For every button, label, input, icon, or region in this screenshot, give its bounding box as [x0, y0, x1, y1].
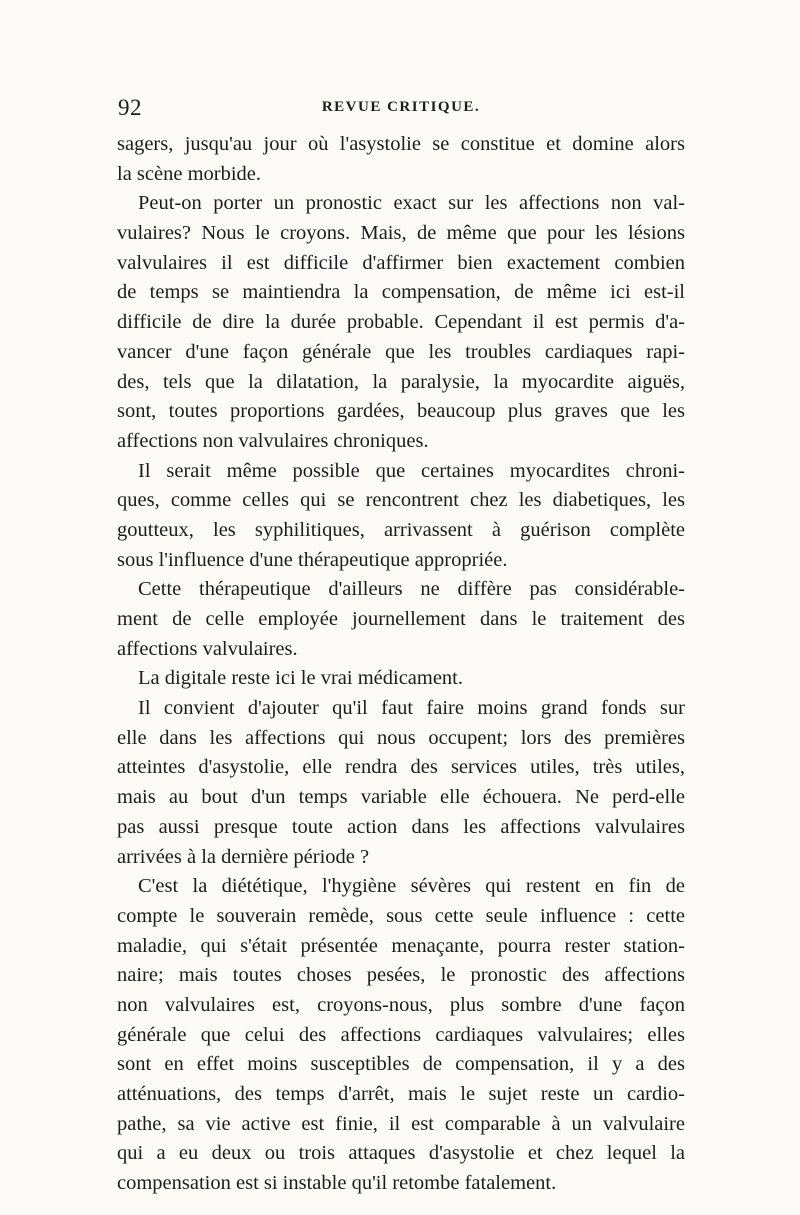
- text-line: maladie, qui s'était présentée menaçante, pourra rester station-: [117, 934, 685, 957]
- text-line: sont en effet moins susceptibles de compensation, il y a des: [117, 1053, 685, 1076]
- page-number: 92: [118, 95, 142, 120]
- text-line: pathe, sa vie active est finie, il est comparable à un valvulaire: [117, 1112, 685, 1135]
- text-line: pas aussi presque toute action dans les affections valvulaires: [117, 815, 685, 838]
- text-line: la scène morbide.: [117, 162, 262, 185]
- text-line: Il convient d'ajouter qu'il faut faire moins grand fonds sur: [138, 697, 685, 720]
- text-line: elle dans les affections qui nous occupent; lors des premières: [117, 726, 685, 749]
- text-line: affections non valvulaires chroniques.: [117, 429, 429, 452]
- text-line: des, tels que la dilatation, la paralysie, la myocardite aiguës,: [117, 370, 685, 393]
- text-line: valvulaires il est difficile d'affirmer bien exactement combien: [117, 251, 685, 274]
- text-line: naire; mais toutes choses pesées, le pronostic des affections: [117, 964, 685, 987]
- text-line: atténuations, des temps d'arrêt, mais le sujet reste un cardio-: [117, 1083, 685, 1105]
- text-line: ment de celle employée journellement dans le traitement des: [117, 608, 685, 630]
- text-line: compensation est si instable qu'il retombe fatalement.: [117, 1172, 557, 1195]
- text-line: générale que celui des affections cardiaques valvulaires; elles: [117, 1023, 685, 1046]
- text-line: Il serait même possible que certaines myocardites chroni-: [138, 459, 685, 482]
- text-line: qui a eu deux ou trois attaques d'asystolie et chez lequel la: [117, 1142, 685, 1165]
- text-line: difficile de dire la durée probable. Cependant il est permis d'a-: [117, 311, 685, 334]
- running-head: REVUE CRITIQUE.: [321, 99, 481, 115]
- text-line: atteintes d'asystolie, elle rendra des services utiles, très utiles,: [117, 756, 685, 779]
- text-line: goutteux, les syphilitiques, arrivassent à guérison complète: [117, 518, 685, 541]
- text-line: Peut-on porter un pronostic exact sur les affections non val-: [138, 192, 685, 215]
- text-line: compte le souverain remède, sous cette seule influence : cette: [117, 904, 685, 927]
- text-line: sont, toutes proportions gardées, beaucoup plus graves que les: [117, 400, 685, 423]
- text-line: C'est la diététique, l'hygiène sévères qui restent en fin de: [138, 875, 685, 898]
- text-line: arrivées à la dernière période ?: [117, 845, 370, 868]
- page-header: [118, 95, 684, 123]
- body-text: [117, 130, 685, 1199]
- text-line: La digitale reste ici le vrai médicament.: [138, 667, 464, 690]
- text-line: ques, comme celles qui se rencontrent chez les diabetiques, les: [117, 489, 685, 512]
- text-line: sous l'influence d'une thérapeutique appropriée.: [117, 548, 508, 571]
- text-line: mais au bout d'un temps variable elle échouera. Ne perd-elle: [117, 786, 685, 809]
- text-line: de temps se maintiendra la compensation, de même ici est-il: [117, 281, 685, 304]
- text-line: non valvulaires est, croyons-nous, plus sombre d'une façon: [117, 993, 685, 1016]
- text-line: affections valvulaires.: [117, 637, 298, 660]
- text-line: sagers, jusqu'au jour où l'asystolie se constitue et domine alors: [117, 133, 685, 155]
- text-line: vancer d'une façon générale que les troubles cardiaques rapi-: [117, 340, 685, 363]
- text-line: vulaires? Nous le croyons. Mais, de même que pour les lésions: [117, 222, 685, 245]
- text-line: Cette thérapeutique d'ailleurs ne diffère pas considérable-: [138, 578, 685, 601]
